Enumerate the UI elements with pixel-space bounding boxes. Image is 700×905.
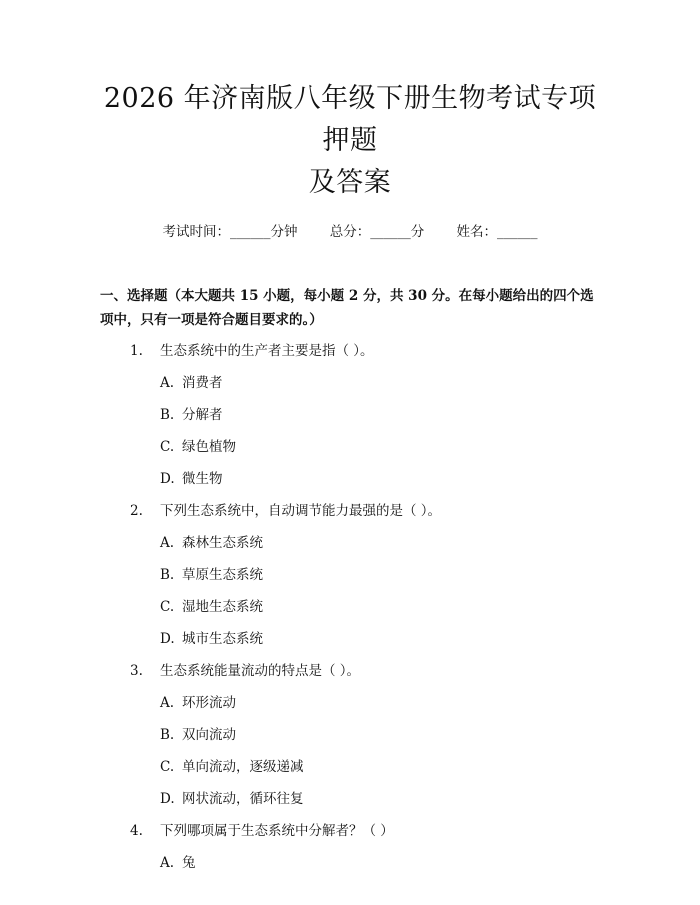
option-letter: C. <box>160 439 175 455</box>
question-text: 生态系统中的生产者主要是指（ ）。 <box>160 343 374 359</box>
option-text: 网状流动，循环往复 <box>182 791 304 807</box>
option-d <box>130 789 600 809</box>
title-line-2: 及答案 <box>308 167 392 198</box>
option-d <box>130 469 600 489</box>
question-number: 1. <box>130 343 143 359</box>
section-heading-multiple-choice: 一、选择题（本大题共 15 小题，每小题 2 分，共 30 分。在每小题给出的四个选项中，只有一项是符合题目要求的。） <box>100 288 594 328</box>
option-a <box>130 373 600 393</box>
name-field: 姓名：______ <box>456 224 538 240</box>
option-letter: B. <box>160 567 175 583</box>
option-letter: B. <box>160 727 175 743</box>
question-stem <box>130 821 600 841</box>
option-letter: B. <box>160 407 175 423</box>
option-text: 湿地生态系统 <box>182 599 263 615</box>
option-a <box>130 693 600 713</box>
question-text: 下列哪项属于生态系统中分解者？（ ） <box>160 823 394 839</box>
option-text: 微生物 <box>182 471 223 487</box>
option-b <box>130 725 600 745</box>
option-text: 兔 <box>182 855 196 871</box>
option-text: 城市生态系统 <box>182 631 263 647</box>
option-d <box>130 629 600 649</box>
question-3 <box>130 661 600 809</box>
option-text: 森林生态系统 <box>182 535 263 551</box>
question-2 <box>130 501 600 649</box>
option-text: 双向流动 <box>182 727 236 743</box>
question-number: 2. <box>130 503 143 519</box>
option-letter: D. <box>160 471 175 487</box>
option-c <box>130 597 600 617</box>
question-text: 生态系统能量流动的特点是（ ）。 <box>160 663 361 679</box>
option-text: 单向流动，逐级递减 <box>182 759 304 775</box>
total-score-field: 总分：______分 <box>329 224 425 240</box>
option-letter: D. <box>160 631 175 647</box>
exam-time-field: 考试时间：______分钟 <box>162 224 298 240</box>
option-text: 分解者 <box>182 407 223 423</box>
title-line-1: 2026 年济南版八年级下册生物考试专项押题 <box>103 83 597 156</box>
question-stem <box>130 661 600 681</box>
option-letter: A. <box>160 855 175 871</box>
option-c <box>130 757 600 777</box>
question-4 <box>130 821 600 873</box>
option-text: 环形流动 <box>182 695 236 711</box>
option-b <box>130 565 600 585</box>
question-stem <box>130 341 600 361</box>
question-list <box>100 341 600 873</box>
option-text: 绿色植物 <box>182 439 236 455</box>
option-letter: A. <box>160 695 175 711</box>
option-text: 消费者 <box>182 375 223 391</box>
question-1 <box>130 341 600 489</box>
question-number: 3. <box>130 663 143 679</box>
option-text: 草原生态系统 <box>182 567 263 583</box>
option-letter: C. <box>160 759 175 775</box>
option-letter: A. <box>160 375 175 391</box>
option-c <box>130 437 600 457</box>
question-number: 4. <box>130 823 143 839</box>
exam-title <box>100 0 600 204</box>
option-a <box>130 853 600 873</box>
option-letter: A. <box>160 535 175 551</box>
option-a <box>130 533 600 553</box>
exam-meta <box>100 222 600 242</box>
option-b <box>130 405 600 425</box>
option-letter: C. <box>160 599 175 615</box>
question-stem <box>130 501 600 521</box>
option-letter: D. <box>160 791 175 807</box>
question-text: 下列生态系统中，自动调节能力最强的是（ ）。 <box>160 503 442 519</box>
